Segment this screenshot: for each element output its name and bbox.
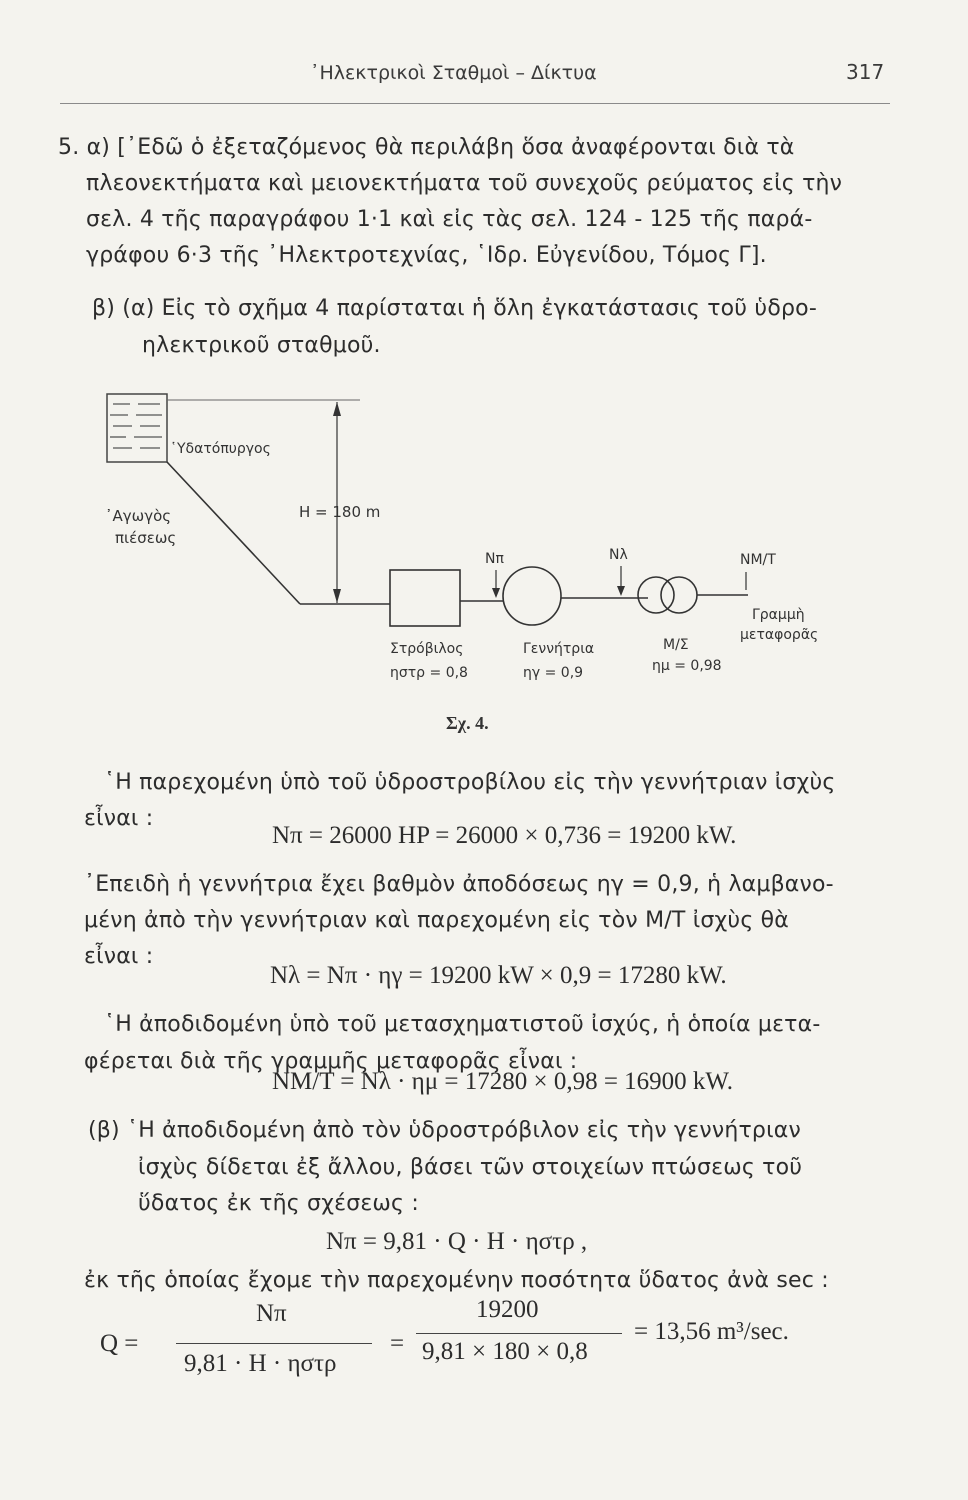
pipe-label-1: ᾿Αγωγὸς — [105, 507, 172, 525]
height-label: H = 180 m — [299, 503, 381, 521]
part-a-line-4: γράφου 6·3 τῆς ᾿Ηλεκτροτεχνίας, ῾Ιδρ. Εὐγενίδου, Τόμος Γ]. — [86, 243, 767, 268]
part-a-line-1: 5. α) [᾿Εδῶ ὁ ἐξεταζόμενος θὰ περιλάβη ὅσα ἀναφέρονται διὰ τὰ — [58, 135, 795, 160]
fraction-1-denominator: 9,81 · H · ηστρ — [184, 1350, 337, 1377]
transformer-coil-1 — [638, 577, 674, 613]
generator-efficiency: ηγ = 0,9 — [523, 665, 584, 681]
height-arrow-bottom — [333, 589, 341, 603]
p4-line-2: ἰσχὺς δίδεται ἐξ ἄλλου, βάσει τῶν στοιχείων πτώσεως τοῦ — [138, 1155, 803, 1180]
p4-line-3: ὕδατος ἐκ τῆς σχέσεως : — [138, 1191, 419, 1216]
transformer-label: Μ/Σ — [663, 637, 689, 653]
transformer-efficiency: ημ = 0,98 — [652, 658, 722, 674]
running-header: ᾿Ηλεκτρικοὶ Σταθμοὶ – Δίκτυα — [310, 62, 597, 84]
line-label-2: μεταφορᾶς — [740, 627, 819, 643]
p4-line-1: (β) ῾Η ἀποδιδομένη ἀπὸ τὸν ὑδροστρόβιλον εἰς τὴν γεννήτριαν — [88, 1118, 801, 1143]
p3-line-1: ῾Η ἀποδιδομένη ὑπὸ τοῦ μετασχηματιστοῦ ἰσχύς, ἡ ὁποία μετα- — [104, 1012, 821, 1037]
q-result: = 13,56 m³/sec. — [634, 1318, 789, 1345]
height-arrow-top — [333, 402, 341, 416]
p1-line-1: ῾Η παρεχομένη ὑπὸ τοῦ ὑδροστροβίλου εἰς τὴν γεννήτριαν ἰσχὺς — [104, 770, 836, 795]
p5-line-1: ἐκ τῆς ὁποίας ἔχομε τὴν παρεχομένην ποσότητα ὕδατος ἀνὰ sec : — [84, 1268, 829, 1293]
generator-circle — [503, 567, 561, 625]
penstock-pipe — [167, 462, 300, 604]
q-lhs: Q = — [100, 1330, 139, 1357]
n-mt-label: NM/T — [740, 552, 776, 568]
p3-line-2: φέρεται διὰ τῆς γραμμῆς μεταφορᾶς εἶναι : — [84, 1049, 578, 1074]
p2-line-1: ᾿Επειδὴ ἡ γεννήτρια ἔχει βαθμὸν ἀποδόσεως ηγ = 0,9, ἡ λαμβανο- — [84, 872, 834, 897]
turbine-efficiency: ηστρ = 0,8 — [390, 665, 468, 681]
part-a-line-2: πλεονεκτήματα καὶ μειονεκτήματα τοῦ συνεχοῦς ρεύματος εἰς τὴν — [86, 171, 843, 196]
n-pi-label: Nπ — [485, 551, 504, 567]
turbine-box — [390, 570, 460, 626]
line-label-1: Γραμμὴ — [752, 607, 805, 623]
fraction-1-numerator: Nπ — [256, 1300, 287, 1327]
equation-1: Nπ = 26000 HP = 26000 × 0,736 = 19200 kW. — [272, 822, 737, 849]
equation-4: Nπ = 9,81 · Q · H · ηστρ , — [326, 1228, 588, 1255]
figure-caption: Σχ. 4. — [446, 713, 489, 733]
n-lambda-label: Nλ — [609, 547, 628, 563]
pipe-label-2: πιέσεως — [115, 529, 177, 547]
tower-label: ῾Υδατόπυργος — [170, 441, 271, 457]
generator-label: Γεννήτρια — [523, 641, 595, 657]
fraction-2-bar — [416, 1333, 622, 1334]
part-b-line-1: β) (α) Εἰς τὸ σχῆμα 4 παρίσταται ἡ ὅλη ἐγκατάστασις τοῦ ὑδρο- — [92, 296, 817, 321]
turbine-label: Στρόβιλος — [390, 641, 464, 657]
p1-line-2: εἶναι : — [84, 806, 154, 831]
page-number: 317 — [846, 60, 885, 84]
equals-sign: = — [390, 1330, 405, 1357]
equation-3: NM/T = Nλ · ημ = 17280 × 0,98 = 16900 kW. — [272, 1068, 733, 1095]
equation-2: Nλ = Nπ · ηγ = 19200 kW × 0,9 = 17280 kW. — [270, 962, 727, 989]
p2-line-3: εἶναι : — [84, 944, 154, 969]
water-hatching — [110, 404, 162, 448]
transformer-coil-2 — [661, 577, 697, 613]
part-a-line-3: σελ. 4 τῆς παραγράφου 1·1 καὶ εἰς τὰς σελ. 124 - 125 τῆς παρά- — [86, 207, 813, 232]
fraction-2-numerator: 19200 — [476, 1296, 539, 1323]
part-b-line-2: ηλεκτρικοῦ σταθμοῦ. — [142, 333, 381, 358]
fraction-1-bar — [176, 1343, 372, 1344]
fraction-2-denominator: 9,81 × 180 × 0,8 — [422, 1338, 588, 1365]
hydro-plant-diagram — [0, 0, 968, 740]
p2-line-2: μένη ἀπὸ τὴν γεννήτριαν καὶ παρεχομένη εἰς τὸν Μ/Τ ἰσχὺς θὰ — [84, 908, 789, 933]
